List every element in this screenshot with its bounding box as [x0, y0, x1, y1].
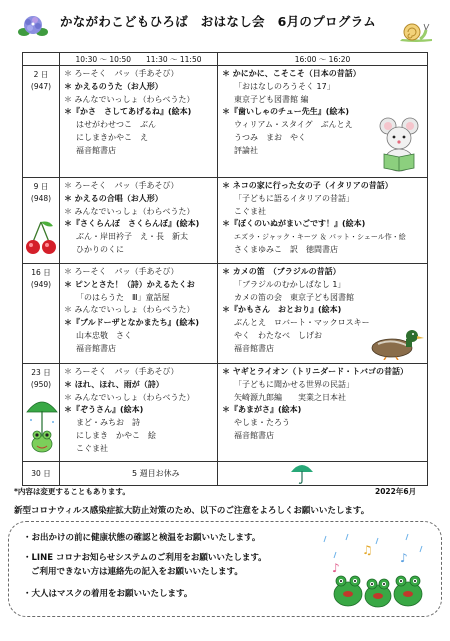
holiday-text: 5 週目お休み	[132, 469, 180, 479]
program-detail: ひかりのくに	[76, 244, 124, 254]
program-detail: 福音館書店	[76, 145, 116, 155]
program-item: ＊『ぞうさん』(絵本)	[64, 405, 144, 415]
program-detail: はせがわせつこ ぶん	[76, 120, 156, 130]
date-cell	[23, 178, 60, 264]
morning-program-cell	[60, 66, 218, 178]
program-detail: 「子どもに語るイタリアの昔話」	[234, 193, 354, 203]
umbrella-icon	[290, 462, 314, 484]
svg-text:♪: ♪	[332, 561, 340, 575]
session-number: (949)	[30, 280, 52, 289]
program-item: ＊『ぼくのいぬがまいごです！』(絵本)	[222, 219, 366, 229]
program-detail: 「ブラジルのむかしばなし 1」	[234, 279, 346, 289]
program-detail: エズラ・ジャック・キーツ ＆ パット・シェール作・絵	[234, 233, 406, 242]
program-detail: 福音館書店	[234, 430, 274, 440]
program-detail: こぐま社	[76, 443, 108, 453]
table-row	[23, 178, 428, 264]
program-detail: やく わたなべ しげお	[234, 330, 322, 340]
program-item: ＊ ろーそく パッ（手あそび）	[64, 69, 179, 78]
change-notice: *内容は変更することもあります。	[14, 487, 130, 496]
program-detail: にしまきかやこ え	[76, 132, 148, 142]
afternoon-program-cell	[218, 66, 428, 178]
date-column-header	[23, 53, 60, 66]
program-detail: 「おはなしのろうそく 17」	[234, 81, 335, 91]
afternoon-program-cell	[218, 264, 428, 364]
program-item: ＊ ろーそく パッ（手あそび）	[64, 267, 179, 276]
program-detail: まど・みちお 詩	[76, 418, 140, 428]
snail-icon	[398, 20, 434, 44]
morning-program-cell	[60, 364, 218, 462]
table-row	[23, 364, 428, 462]
date-label: 23 日	[31, 368, 51, 377]
program-detail: ウィリアム・スタイグ ぶんとえ	[234, 120, 353, 130]
program-table	[22, 52, 428, 486]
corona-notice: 新型コロナウィルス感染症拡大防止対策のため、以下のご注意をよろしくお願いいたします。	[14, 506, 370, 516]
notice-line: ご利用できない方は連絡先の記入をお願いいたします。	[31, 567, 243, 577]
session-number: (947)	[30, 82, 52, 91]
program-item: ＊ かえるの合唱（お人形）	[64, 193, 163, 203]
program-item: ＊ ピンとさた！（詩）かえるたくお	[64, 279, 195, 289]
program-item: ＊ みんなでいっしょ（わらべうた）	[64, 392, 195, 402]
table-header-row	[23, 53, 428, 66]
cherry-icon	[25, 220, 57, 256]
table-row	[23, 462, 428, 486]
date-label: 30 日	[31, 468, 51, 478]
morning-program-cell	[60, 178, 218, 264]
program-detail: 「子どもに聞かせる世界の民話」	[234, 379, 354, 389]
svg-text:♫: ♫	[362, 543, 373, 557]
table-row	[23, 264, 428, 364]
program-item: ＊ みんなでいっしょ（わらべうた）	[64, 94, 195, 104]
program-item: ＊ ヤギとライオン（トリニダード・トバゴの昔話）	[222, 367, 408, 376]
header	[0, 0, 450, 44]
date-cell	[23, 264, 60, 364]
table-row	[23, 66, 428, 178]
program-detail: やしま・たろう	[234, 418, 290, 428]
program-item: ＊ ろーそく パッ（手あそび）	[64, 367, 179, 376]
issue-date: 2022年6月	[375, 487, 417, 496]
notice-line: ・大人はマスクの着用をお願いいたします。	[23, 589, 193, 599]
afternoon-times-header: 16:00 ～ 16:20	[218, 53, 428, 66]
afternoon-program-cell	[218, 178, 428, 264]
program-item: ＊『歯いしゃのチュー先生』(絵本)	[222, 107, 350, 117]
hydrangea-icon	[18, 14, 48, 40]
program-detail: 福音館書店	[76, 343, 116, 353]
program-detail: にしまき かやこ 絵	[76, 430, 156, 440]
program-detail: 矢崎源九郎編 実業之日本社	[234, 392, 346, 402]
program-detail: 福音館書店	[234, 343, 274, 353]
program-detail: さくまゆみこ 訳 徳間書店	[234, 244, 338, 254]
morning-times-header: 10:30 ～ 10:50 11:30 ～ 11:50	[60, 53, 218, 66]
program-item: ＊『あまがさ』(絵本)	[222, 405, 302, 415]
empty-cell	[218, 462, 428, 486]
program-detail: 山本忠敬 さく	[76, 330, 132, 340]
svg-text:♪: ♪	[400, 551, 408, 565]
program-item: ＊ カメの笛 （ブラジルの昔話）	[222, 267, 341, 276]
singing-frogs-icon	[318, 532, 430, 614]
program-item: ＊『かさ さしてあげるね』(絵本)	[64, 107, 192, 117]
afternoon-program-cell	[218, 364, 428, 462]
program-item: ＊ ろーそく パッ（手あそび）	[64, 181, 179, 190]
program-item: ＊『さくらんぼ さくらんぼ』(絵本)	[64, 219, 200, 229]
program-item: ＊ かにかに、こそこそ（日本の昔話）	[222, 69, 361, 78]
date-cell	[23, 462, 60, 486]
frog-umbrella-icon	[25, 394, 59, 456]
session-number: (950)	[30, 380, 52, 389]
holiday-cell	[60, 462, 218, 486]
program-item: ＊ かえるのうた（お人形）	[64, 81, 163, 91]
program-detail: ぶん・岸田衿子 え・長 新太	[76, 232, 188, 242]
notice-line: ・お出かけの前に健康状態の確認と検温をお願いいたします。	[23, 533, 261, 543]
date-cell	[23, 364, 60, 462]
notice-line: ・LINE コロナお知らせシステムのご利用をお願いいたします。	[23, 553, 267, 563]
page-title: かながわこどもひろば おはなし会 6月のプログラム	[60, 14, 377, 29]
program-detail: カメの笛の会 東京子ども図書館	[234, 292, 354, 302]
morning-program-cell	[60, 264, 218, 364]
program-item: ＊ みんなでいっしょ（わらべうた）	[64, 206, 195, 216]
program-detail: 評論社	[234, 145, 258, 155]
program-item: ＊ みんなでいっしょ（わらべうた）	[64, 305, 195, 315]
program-item: ＊ ネコの家に行った女の子（イタリアの昔話）	[222, 181, 393, 190]
session-number: (948)	[30, 194, 52, 203]
program-detail: うつみ まお やく	[234, 132, 306, 142]
program-detail: 東京子ども図書館 編	[234, 94, 309, 104]
program-detail: こぐま社	[234, 206, 266, 216]
program-item: ＊ ほれ、ほれ、雨が（詩）	[64, 379, 164, 389]
date-label: 2 日	[33, 70, 49, 79]
date-label: 9 日	[33, 182, 49, 191]
program-item: ＊『ブルドーザとなかまたち』(絵本)	[64, 318, 199, 328]
program-detail: ぶんとえ ロバート・マックロスキー	[234, 318, 370, 328]
program-item: ＊『かもさん おとおり』(絵本)	[222, 305, 342, 315]
date-label: 16 日	[31, 268, 51, 277]
date-cell	[23, 66, 60, 178]
program-detail: 「のはらうた Ⅲ」童話屋	[76, 292, 170, 302]
